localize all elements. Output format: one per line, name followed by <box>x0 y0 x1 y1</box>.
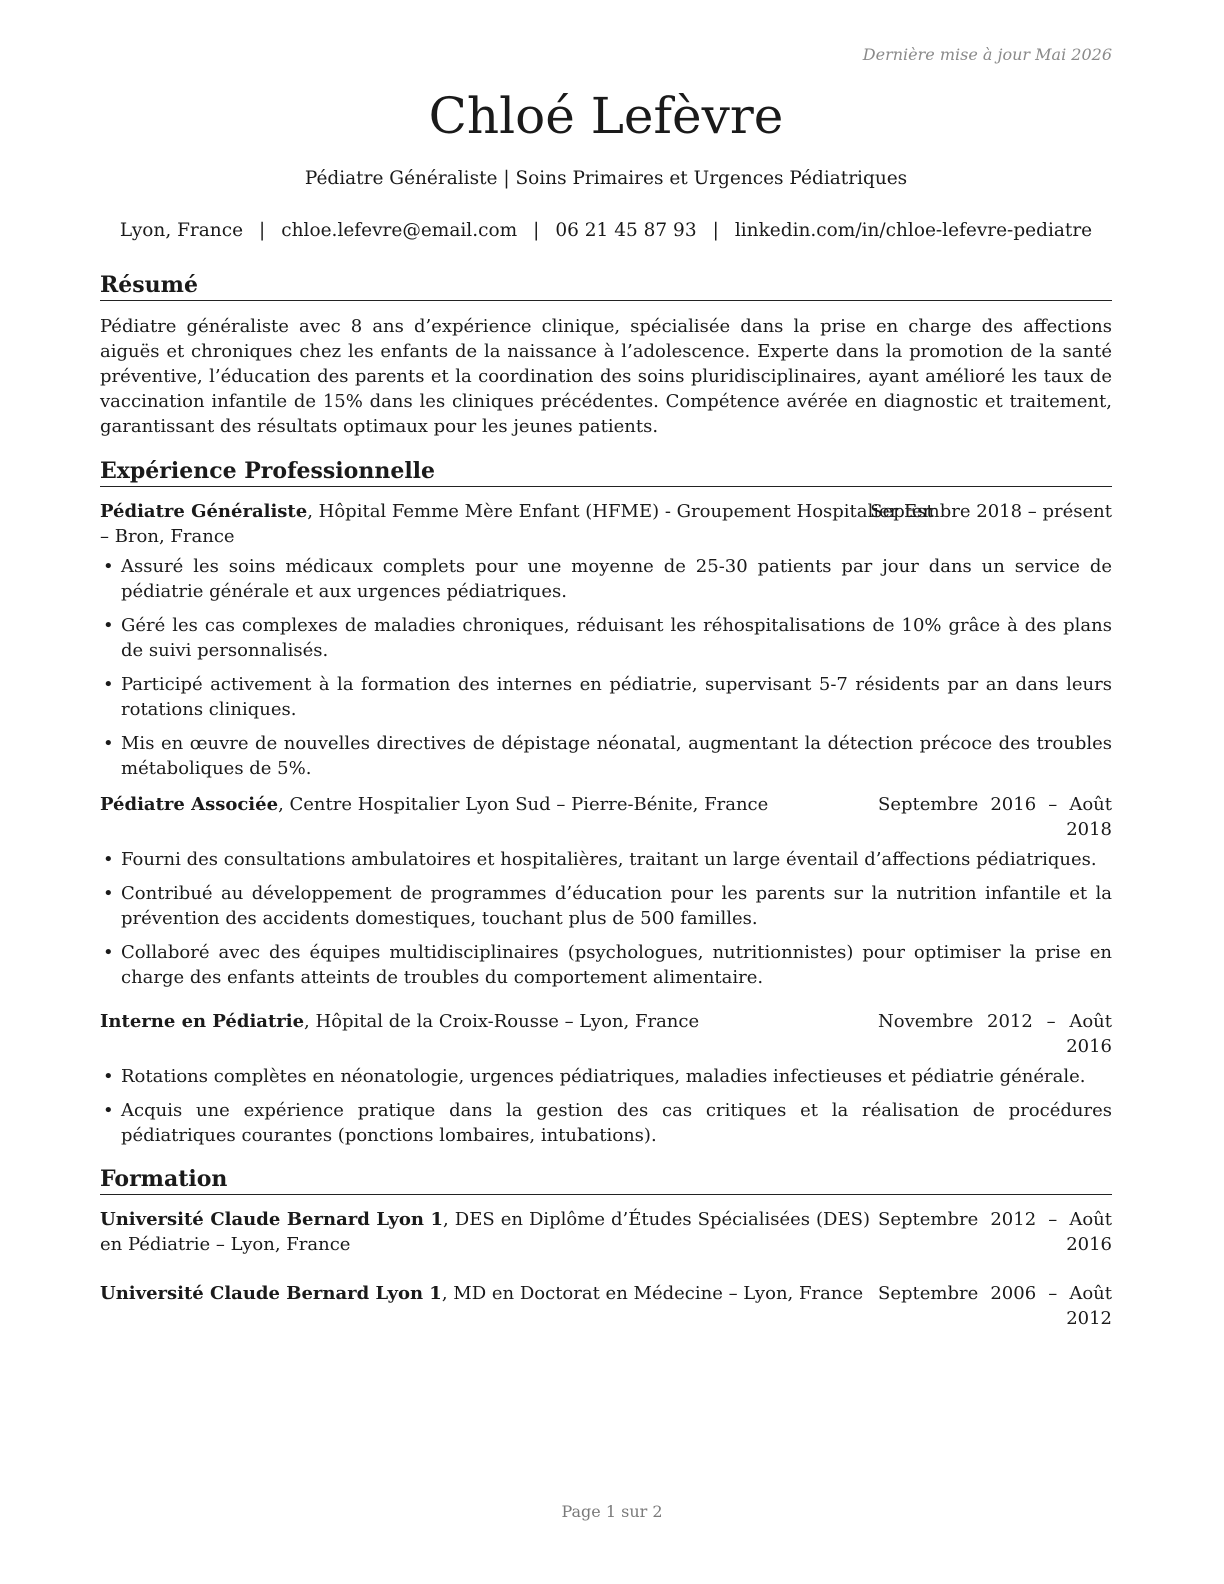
education-dates: Septembre 2006 – Août 2012 <box>878 1283 1112 1329</box>
contact-separator: | <box>712 220 719 241</box>
job-org: , Centre Hospitalier Lyon Sud – Pierre-Bénite, France <box>278 794 769 815</box>
bullet-icon: • <box>103 1100 114 1121</box>
job-title-line <box>100 499 934 524</box>
bullet-text: Mis en œuvre de nouvelles directives de dépistage néonatal, augmentant la détection précoce des troubles métaboliques de 5%. <box>121 733 1112 779</box>
education-degree: , DES en Diplôme d’Études Spécialisées (DES) en Pédiatrie – Lyon, France <box>100 1209 870 1255</box>
bullet-icon: • <box>103 615 114 636</box>
job-bullets <box>100 1064 1112 1157</box>
job-role: Pédiatre Généraliste <box>100 501 308 522</box>
list-item <box>100 613 1112 663</box>
job-org: , Hôpital de la Croix-Rousse – Lyon, France <box>304 1011 700 1032</box>
job-role: Interne en Pédiatrie <box>100 1011 305 1032</box>
contact-location: Lyon, France <box>119 220 244 241</box>
bullet-text: Géré les cas complexes de maladies chroniques, réduisant les réhospitalisations de 10% grâce à des plans de suivi personnalisés. <box>121 615 1112 661</box>
contact-phone[interactable]: 06 21 45 87 93 <box>555 220 697 241</box>
education-school: Université Claude Bernard Lyon 1 <box>100 1209 444 1230</box>
job-role: Pédiatre Associée <box>100 794 279 815</box>
bullet-icon: • <box>103 674 114 695</box>
bullet-icon: • <box>103 883 114 904</box>
bullet-icon: • <box>103 942 114 963</box>
bullet-text: Participé activement à la formation des internes en pédiatrie, supervisant 5-7 résidents par an dans leurs rotations cliniques. <box>121 674 1112 720</box>
job-org: , Hôpital Femme Mère Enfant (HFME) - Groupement Hospitalier Est <box>307 501 934 522</box>
education-degree: , MD en Doctorat en Médecine – Lyon, France <box>441 1283 864 1304</box>
list-item <box>100 731 1112 781</box>
summary-text: Pédiatre généraliste avec 8 ans d’expérience clinique, spécialisée dans la prise en charge des affections aiguës et chroniques chez les enfants de la naissance à l’adolescence. Experte dans la promotion de la santé préventive, l’éducation des parents et la coordination des soins pluridisciplinaires, ayant amélioré les taux de vaccination infantile de 15% dans les cliniques précédentes. Compétence avérée en diagnostic et traitement, garantissant des résultats optimaux pour les jeunes patients. <box>100 316 1112 437</box>
list-item <box>100 847 1112 872</box>
candidate-name: Chloé Lefèvre <box>428 87 784 145</box>
contact-email[interactable]: chloe.lefevre@email.com <box>281 220 518 241</box>
contact-line <box>100 220 1112 241</box>
bullet-text: Fourni des consultations ambulatoires et hospitalières, traitant un large éventail d’affections pédiatriques. <box>121 849 1097 870</box>
job-bullets <box>100 847 1112 999</box>
education-dates: Septembre 2012 – Août 2016 <box>878 1209 1112 1255</box>
job-dates: Novembre 2012 – Août 2016 <box>878 1011 1112 1057</box>
job-bullets <box>100 554 1112 790</box>
contact-linkedin[interactable]: linkedin.com/in/chloe-lefevre-pediatre <box>734 220 1093 241</box>
job-title-line <box>100 1009 699 1034</box>
list-item <box>100 1064 1112 1089</box>
contact-separator: | <box>259 220 266 241</box>
job-title-line <box>100 792 768 817</box>
bullet-icon: • <box>103 733 114 754</box>
list-item <box>100 940 1112 990</box>
tagline: Pédiatre Généraliste | Soins Primaires et Urgences Pédiatriques <box>304 168 908 189</box>
bullet-text: Contribué au développement de programmes d’éducation pour les parents sur la nutrition infantile et la prévention des accidents domestiques, touchant plus de 500 familles. <box>121 883 1112 929</box>
job-header <box>100 499 1112 524</box>
bullet-text: Assuré les soins médicaux complets pour une moyenne de 25-30 patients par jour dans un service de pédiatrie générale et aux urgences pédiatriques. <box>121 556 1112 602</box>
list-item <box>100 1098 1112 1148</box>
section-title-summary: Résumé <box>100 271 1112 301</box>
bullet-text: Rotations complètes en néonatologie, urgences pédiatriques, maladies infectieuses et pédiatrie générale. <box>121 1066 1086 1087</box>
list-item <box>100 554 1112 604</box>
job-location: – Bron, France <box>100 526 235 547</box>
bullet-text: Collaboré avec des équipes multidisciplinaires (psychologues, nutritionnistes) pour optimiser la prise en charge des enfants atteints de troubles du comportement alimentaire. <box>121 942 1112 988</box>
list-item <box>100 881 1112 931</box>
job-dates: Septembre 2018 – présent <box>870 501 1112 522</box>
education-school: Université Claude Bernard Lyon 1 <box>100 1283 442 1304</box>
bullet-icon: • <box>103 556 114 577</box>
section-title-experience: Expérience Professionnelle <box>100 457 1112 487</box>
list-item <box>100 672 1112 722</box>
bullet-icon: • <box>103 1066 114 1087</box>
page-number: Page 1 sur 2 <box>561 1502 663 1521</box>
last-updated: Dernière mise à jour Mai 2026 <box>862 45 1112 64</box>
contact-separator: | <box>533 220 540 241</box>
education-entry <box>100 1207 870 1257</box>
section-title-education: Formation <box>100 1165 1112 1195</box>
bullet-icon: • <box>103 849 114 870</box>
job-dates: Septembre 2016 – Août 2018 <box>878 794 1112 840</box>
education-title-line <box>100 1281 863 1306</box>
bullet-text: Acquis une expérience pratique dans la gestion des cas critiques et la réalisation de procédures pédiatriques courantes (ponctions lombaires, intubations). <box>121 1100 1112 1146</box>
